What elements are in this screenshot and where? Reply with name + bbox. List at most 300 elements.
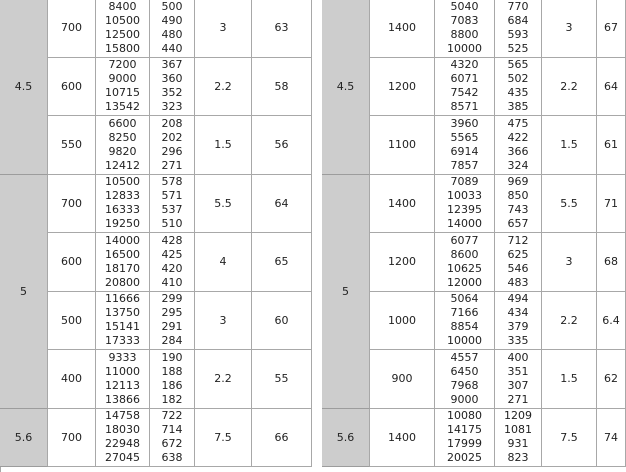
stack-value: 5040	[450, 0, 479, 13]
cell-value: 67	[604, 21, 618, 35]
table-row	[48, 0, 312, 58]
cell-col3	[495, 0, 542, 57]
group-label: 5.6	[14, 430, 33, 444]
stack-value: 12412	[105, 158, 140, 172]
stack-value: 291	[161, 320, 183, 334]
cell-col3	[495, 350, 542, 408]
cell-col1	[48, 409, 96, 467]
group-label-cell	[322, 175, 370, 409]
stack-value: 7089	[450, 175, 479, 189]
cell-value: 68	[604, 255, 618, 269]
cell-value: 600	[61, 79, 82, 93]
cell-value: 1000	[388, 313, 416, 327]
stack-value: 271	[161, 158, 183, 172]
stack-value: 15800	[105, 41, 140, 55]
stack-value: 8600	[450, 247, 479, 261]
table-row	[370, 233, 626, 292]
group-label: 5.6	[336, 430, 355, 444]
cell-col5	[597, 58, 626, 116]
stack-value: 20025	[447, 451, 482, 465]
stack-value: 578	[161, 175, 183, 189]
stack-value: 6071	[450, 72, 479, 86]
stack-value: 10000	[447, 41, 482, 55]
cell-col4	[195, 292, 252, 350]
stack-value: 712	[507, 233, 529, 247]
cell-value: 61	[604, 138, 618, 152]
stack-value: 9000	[108, 72, 137, 86]
cell-col5	[252, 233, 312, 291]
stack-value: 6077	[450, 233, 479, 247]
table-row	[370, 58, 626, 117]
stack-value: 307	[507, 378, 529, 392]
value-stack	[105, 409, 140, 465]
value-stack	[105, 117, 140, 173]
stack-value: 657	[507, 217, 529, 231]
cell-value: 64	[604, 79, 618, 93]
table-row	[48, 292, 312, 351]
stack-value: 367	[161, 58, 183, 72]
stack-value: 22948	[105, 437, 140, 451]
cell-col2	[96, 350, 150, 408]
stack-value: 502	[507, 72, 529, 86]
cell-col3	[495, 292, 542, 350]
stack-value: 490	[161, 13, 183, 27]
table-row	[48, 175, 312, 234]
cell-value: 63	[274, 21, 289, 35]
stack-value: 323	[161, 100, 183, 114]
cell-col2	[96, 116, 150, 174]
stack-value: 284	[161, 334, 183, 348]
value-stack	[447, 292, 482, 348]
stack-value: 295	[161, 306, 183, 320]
stack-value: 4320	[450, 58, 479, 72]
stack-value: 435	[507, 86, 529, 100]
cell-col2	[435, 58, 495, 116]
cell-col5	[597, 0, 626, 57]
group-label-cell	[322, 0, 370, 175]
cell-col1	[48, 292, 96, 350]
cell-value: 56	[274, 138, 289, 152]
table-row	[48, 350, 312, 409]
value-stack	[451, 351, 479, 407]
value-stack	[105, 58, 140, 114]
value-stack	[162, 117, 183, 173]
right-table	[322, 0, 626, 472]
stack-value: 410	[161, 275, 183, 289]
stack-value: 684	[507, 13, 529, 27]
cell-col2	[435, 292, 495, 350]
cell-col3	[150, 0, 195, 57]
group-label: 4.5	[336, 79, 355, 93]
stack-value: 14000	[105, 233, 140, 247]
cell-value: 5.5	[560, 196, 578, 210]
stack-value: 351	[507, 364, 529, 378]
cell-col3	[150, 116, 195, 174]
stack-value: 440	[161, 41, 183, 55]
cell-col3	[495, 58, 542, 116]
stack-value: 186	[161, 378, 183, 392]
cell-col5	[252, 116, 312, 174]
stack-value: 13542	[105, 100, 140, 114]
stack-value: 202	[161, 130, 183, 144]
stack-value: 593	[507, 27, 529, 41]
value-stack	[105, 0, 140, 56]
stack-value: 10500	[105, 13, 140, 27]
stack-value: 743	[507, 203, 529, 217]
stack-value: 500	[161, 0, 183, 13]
stack-value: 190	[161, 350, 183, 364]
stack-value: 16333	[105, 203, 140, 217]
table-row	[370, 292, 626, 351]
stack-value: 12833	[105, 189, 140, 203]
stack-value: 5064	[450, 292, 479, 306]
stack-value: 475	[507, 116, 529, 130]
stack-value: 494	[507, 292, 529, 306]
stack-value: 434	[507, 306, 529, 320]
stack-value: 335	[507, 334, 529, 348]
cell-col3	[150, 350, 195, 408]
group-label-cell	[322, 409, 370, 468]
cell-col2	[435, 0, 495, 57]
stack-value: 10500	[105, 175, 140, 189]
value-stack	[508, 0, 529, 56]
value-stack	[508, 175, 529, 231]
stack-value: 352	[161, 86, 183, 100]
cell-col2	[96, 0, 150, 57]
stack-value: 6450	[450, 364, 479, 378]
value-stack	[162, 0, 183, 56]
stack-value: 823	[507, 451, 529, 465]
cell-col3	[495, 409, 542, 467]
cell-col1	[370, 233, 435, 291]
cell-col4	[542, 0, 597, 57]
cell-col3	[150, 175, 195, 233]
cell-col2	[96, 409, 150, 467]
stack-value: 6914	[450, 144, 479, 158]
cell-col3	[495, 175, 542, 233]
stack-value: 9820	[108, 144, 137, 158]
cell-col4	[542, 58, 597, 116]
value-stack	[162, 58, 183, 114]
group-label-cell	[0, 0, 48, 175]
value-stack	[105, 175, 140, 231]
stack-value: 7200	[108, 58, 137, 72]
stack-value: 11000	[105, 364, 140, 378]
value-stack	[504, 409, 532, 465]
cell-col2	[435, 116, 495, 174]
cell-col5	[597, 292, 626, 350]
table-row	[370, 350, 626, 409]
table-row	[370, 409, 626, 468]
cell-value: 550	[61, 138, 82, 152]
cell-value: 3	[565, 21, 573, 35]
cell-col5	[597, 350, 626, 408]
table-row	[48, 233, 312, 292]
stack-value: 510	[161, 217, 183, 231]
table-row	[48, 58, 312, 117]
stack-value: 13866	[105, 392, 140, 406]
cell-value: 1.5	[560, 138, 578, 152]
cell-value: 55	[274, 372, 289, 386]
cell-col5	[597, 409, 626, 467]
cell-value: 500	[61, 313, 82, 327]
value-stack	[447, 175, 482, 231]
value-stack	[105, 234, 140, 290]
cell-value: 1400	[388, 196, 416, 210]
stack-value: 296	[161, 144, 183, 158]
cell-value: 60	[274, 313, 289, 327]
value-stack	[451, 58, 479, 114]
cell-col4	[542, 116, 597, 174]
stack-value: 8800	[450, 27, 479, 41]
value-stack	[508, 351, 529, 407]
value-stack	[508, 292, 529, 348]
cell-value: 600	[61, 255, 82, 269]
cell-value: 400	[61, 372, 82, 386]
left-table	[0, 0, 312, 472]
value-stack	[447, 409, 482, 465]
stack-value: 770	[507, 0, 529, 13]
cell-col1	[370, 292, 435, 350]
stack-value: 480	[161, 27, 183, 41]
cell-col2	[96, 175, 150, 233]
stack-value: 7083	[450, 13, 479, 27]
stack-value: 7968	[450, 378, 479, 392]
cell-value: 3	[565, 255, 573, 269]
cell-col5	[252, 409, 312, 467]
cell-col1	[370, 58, 435, 116]
cell-value: 1400	[388, 21, 416, 35]
table-row	[370, 175, 626, 234]
stack-value: 7542	[450, 86, 479, 100]
cell-value: 74	[604, 430, 618, 444]
cell-col5	[252, 0, 312, 57]
cell-value: 3	[219, 21, 227, 35]
stack-value: 1209	[504, 409, 532, 423]
cell-col4	[195, 116, 252, 174]
stack-value: 850	[507, 189, 529, 203]
cell-col5	[252, 350, 312, 408]
value-stack	[162, 292, 183, 348]
stack-value: 420	[161, 261, 183, 275]
stack-value: 385	[507, 100, 529, 114]
stack-value: 11666	[105, 292, 140, 306]
cell-value: 1.5	[214, 138, 232, 152]
stack-value: 17333	[105, 334, 140, 348]
stack-value: 12395	[447, 203, 482, 217]
cell-col1	[48, 233, 96, 291]
cell-col1	[48, 350, 96, 408]
cell-value: 4	[219, 255, 227, 269]
cell-col5	[597, 233, 626, 291]
group-label: 5	[20, 284, 27, 298]
stack-value: 12000	[447, 275, 482, 289]
stack-value: 3960	[450, 116, 479, 130]
stack-value: 9333	[108, 350, 137, 364]
cell-col1	[48, 0, 96, 57]
cell-col2	[435, 175, 495, 233]
value-stack	[162, 409, 183, 465]
cell-value: 2.2	[560, 313, 578, 327]
cell-col4	[195, 409, 252, 467]
stack-value: 15141	[105, 320, 140, 334]
cell-col4	[195, 233, 252, 291]
stack-value: 7857	[450, 158, 479, 172]
cell-col5	[597, 116, 626, 174]
stack-value: 8400	[108, 0, 137, 13]
value-stack	[162, 351, 183, 407]
cell-value: 700	[61, 21, 82, 35]
stack-value: 324	[507, 158, 529, 172]
cell-value: 58	[274, 79, 289, 93]
cell-col4	[195, 58, 252, 116]
stack-value: 7166	[450, 306, 479, 320]
cell-value: 71	[604, 196, 618, 210]
cell-value: 700	[61, 196, 82, 210]
value-stack	[508, 58, 529, 114]
stack-value: 625	[507, 247, 529, 261]
table-row	[48, 116, 312, 175]
stack-value: 5565	[450, 130, 479, 144]
stack-value: 14000	[447, 217, 482, 231]
table-row	[48, 409, 312, 468]
stack-value: 12113	[105, 378, 140, 392]
cell-col4	[542, 409, 597, 467]
cell-col2	[435, 350, 495, 408]
stack-value: 638	[161, 451, 183, 465]
cell-value: 62	[604, 372, 618, 386]
cell-value: 64	[274, 196, 289, 210]
stack-value: 4557	[450, 350, 479, 364]
cell-col3	[150, 292, 195, 350]
cell-value: 2.2	[560, 79, 578, 93]
stack-value: 722	[161, 409, 183, 423]
stack-value: 299	[161, 292, 183, 306]
table-row	[370, 116, 626, 175]
stack-value: 27045	[105, 451, 140, 465]
stack-value: 10715	[105, 86, 140, 100]
cell-col4	[542, 350, 597, 408]
stack-value: 546	[507, 261, 529, 275]
cell-col1	[370, 116, 435, 174]
stack-value: 182	[161, 392, 183, 406]
cell-col1	[48, 58, 96, 116]
cell-value: 3	[219, 313, 227, 327]
cell-col1	[370, 0, 435, 57]
group-label: 4.5	[14, 79, 33, 93]
stack-value: 1081	[504, 423, 532, 437]
stack-value: 18170	[105, 261, 140, 275]
cell-col3	[495, 233, 542, 291]
cell-col2	[96, 292, 150, 350]
group-label-cell	[0, 409, 48, 468]
cell-col1	[48, 175, 96, 233]
value-stack	[508, 117, 529, 173]
group-label: 5	[342, 284, 349, 298]
stack-value: 425	[161, 247, 183, 261]
stack-value: 428	[161, 233, 183, 247]
stack-value: 20800	[105, 275, 140, 289]
cell-value: 65	[274, 255, 289, 269]
stack-value: 14175	[447, 423, 482, 437]
stack-value: 8854	[450, 320, 479, 334]
stack-value: 10033	[447, 189, 482, 203]
cell-col4	[195, 0, 252, 57]
stack-value: 17999	[447, 437, 482, 451]
stack-value: 379	[507, 320, 529, 334]
cell-value: 2.2	[214, 372, 232, 386]
cell-value: 1.5	[560, 372, 578, 386]
cell-col4	[542, 233, 597, 291]
cell-value: 900	[391, 372, 413, 386]
cell-col3	[150, 409, 195, 467]
cell-col4	[542, 292, 597, 350]
stack-value: 537	[161, 203, 183, 217]
stack-value: 422	[507, 130, 529, 144]
stack-value: 10080	[447, 409, 482, 423]
cell-col2	[96, 58, 150, 116]
value-stack	[447, 0, 482, 56]
cell-col4	[542, 175, 597, 233]
stack-value: 969	[507, 175, 529, 189]
stack-value: 525	[507, 41, 529, 55]
cell-col2	[435, 409, 495, 467]
cell-col1	[370, 409, 435, 467]
cell-col5	[252, 292, 312, 350]
stack-value: 9000	[450, 392, 479, 406]
value-stack	[105, 292, 140, 348]
cell-col5	[597, 175, 626, 233]
stack-value: 483	[507, 275, 529, 289]
stack-value: 208	[161, 116, 183, 130]
stack-value: 571	[161, 189, 183, 203]
stack-value: 19250	[105, 217, 140, 231]
cell-col5	[252, 58, 312, 116]
stack-value: 271	[507, 392, 529, 406]
cell-value: 7.5	[214, 430, 232, 444]
stack-value: 400	[507, 350, 529, 364]
cell-value: 5.5	[214, 196, 232, 210]
cell-value: 66	[274, 430, 289, 444]
cell-col3	[150, 58, 195, 116]
cell-value: 2.2	[214, 79, 232, 93]
stack-value: 8571	[450, 100, 479, 114]
cell-value: 1200	[388, 255, 416, 269]
stack-value: 360	[161, 72, 183, 86]
cell-value: 1200	[388, 79, 416, 93]
value-stack	[162, 234, 183, 290]
cell-col1	[48, 116, 96, 174]
stack-value: 366	[507, 144, 529, 158]
value-stack	[162, 175, 183, 231]
cell-col1	[370, 175, 435, 233]
cell-col2	[96, 233, 150, 291]
cell-col2	[435, 233, 495, 291]
table-row	[370, 0, 626, 58]
stack-value: 14758	[105, 409, 140, 423]
cell-value: 700	[61, 430, 82, 444]
cell-col1	[370, 350, 435, 408]
stack-value: 16500	[105, 247, 140, 261]
cell-col4	[195, 175, 252, 233]
stack-value: 10000	[447, 334, 482, 348]
value-stack	[105, 351, 140, 407]
cell-value: 6.4	[602, 313, 620, 327]
stack-value: 12500	[105, 27, 140, 41]
value-stack	[508, 234, 529, 290]
stack-value: 6600	[108, 116, 137, 130]
cell-value: 1400	[388, 430, 416, 444]
